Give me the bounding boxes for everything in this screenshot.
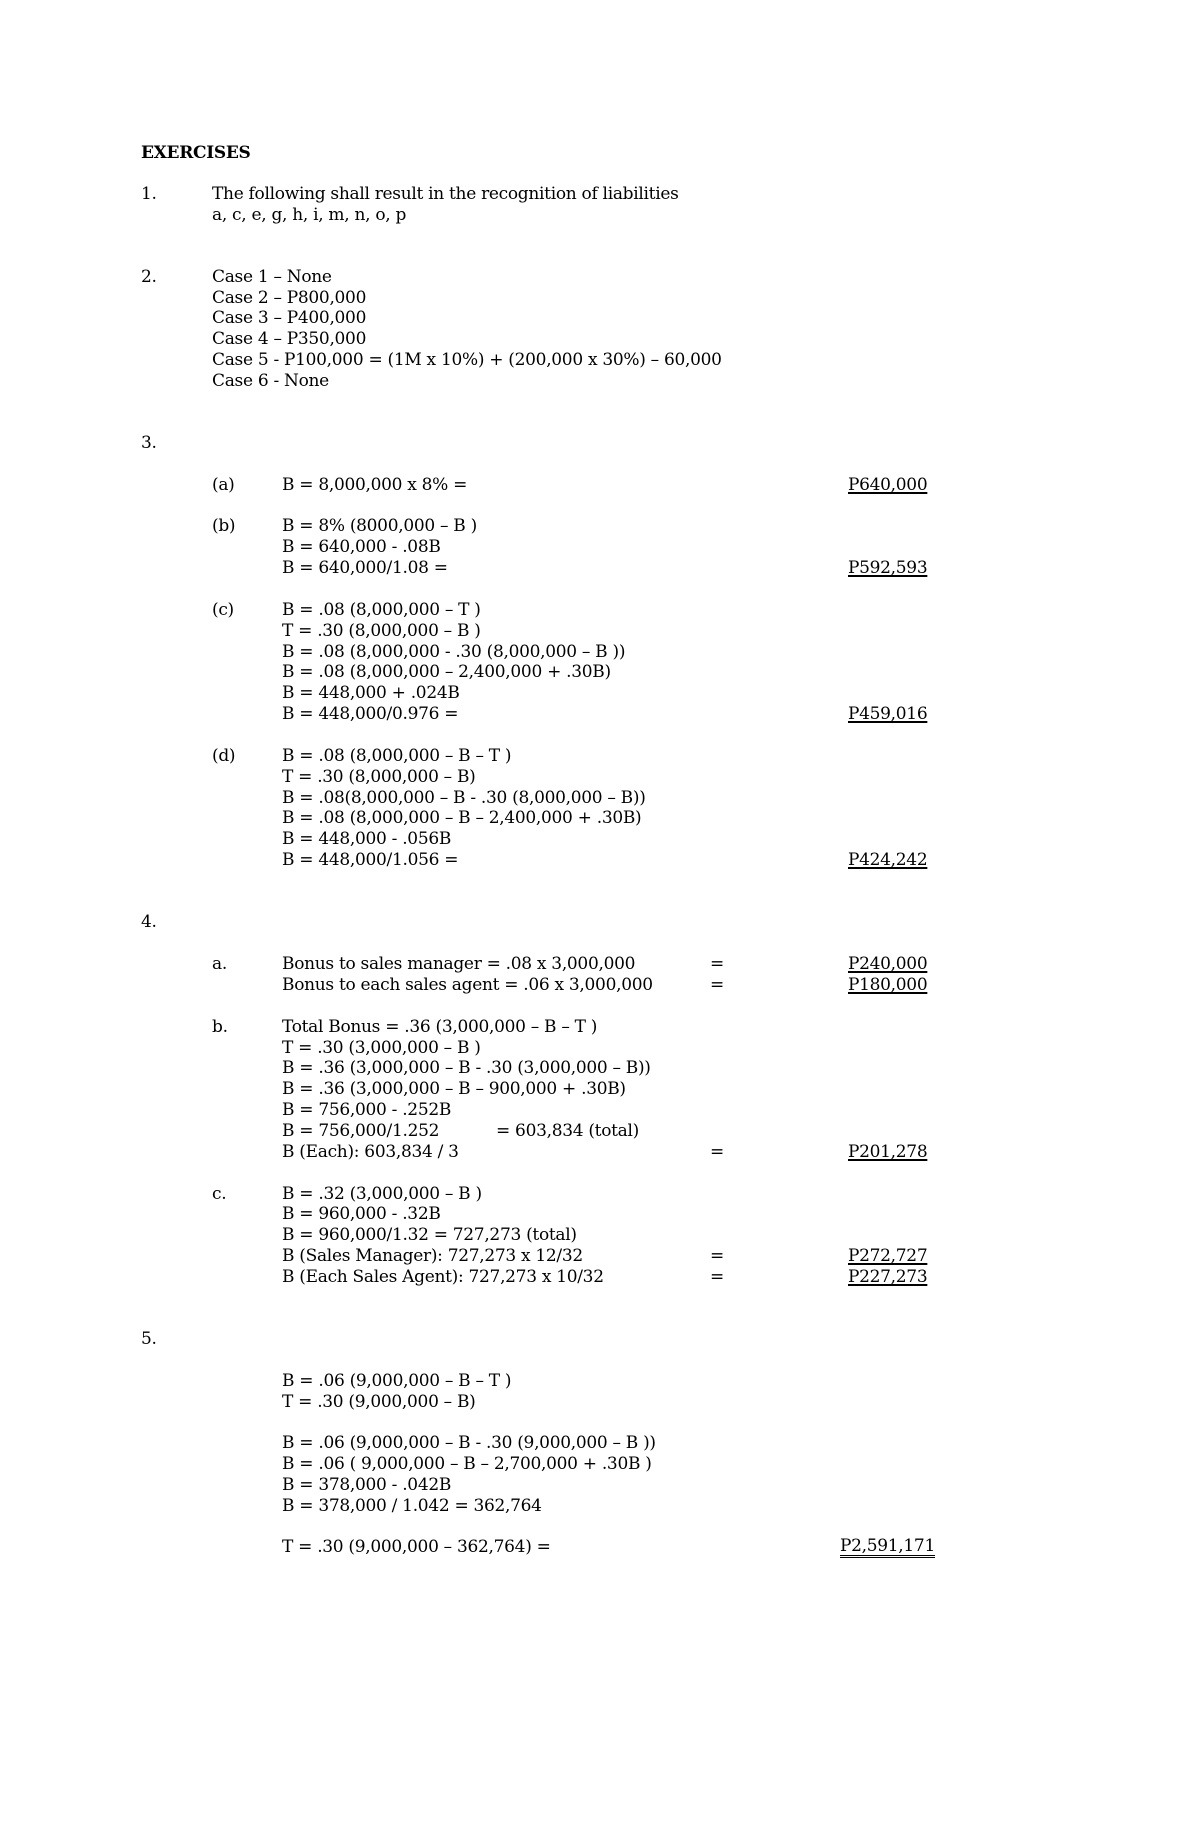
exercise-3b-label: (b) [212,516,236,536]
exercise-3b-answer: P592,593 [848,558,928,578]
exercise-4c-answer: P227,273 [848,1267,928,1287]
exercise-4a-label: a. [212,954,227,974]
exercise-4c-line: B (Each Sales Agent): 727,273 x 10/32 [282,1267,604,1287]
exercise-5-line: B = .06 ( 9,000,000 – B – 2,700,000 + .30B ) [282,1454,652,1474]
exercise-3b-line: B = 640,000/1.08 = [282,558,448,578]
exercise-3d-line: B = .08 (8,000,000 – B – T ) [282,746,512,766]
exercise-4c-line: B (Sales Manager): 727,273 x 12/32 [282,1246,583,1266]
exercise-4b-label: b. [212,1017,228,1037]
exercise-3d-line: B = 448,000 - .056B [282,829,452,849]
exercise-4b-total: = 603,834 (total) [496,1121,639,1141]
exercise-4a-line: Bonus to sales manager = .08 x 3,000,000 [282,954,636,974]
exercise-4b-line: B = 756,000/1.252 [282,1121,440,1141]
exercise-4b-line: B (Each): 603,834 / 3 [282,1142,459,1162]
exercise-5-line: B = 378,000 - .042B [282,1475,452,1495]
exercise-3d-line: T = .30 (8,000,000 – B) [282,767,476,787]
exercise-4b-line: B = .36 (3,000,000 – B – 900,000 + .30B) [282,1079,626,1099]
exercise-3c-label: (c) [212,600,234,620]
exercise-3b-line: B = 640,000 - .08B [282,537,441,557]
exercise-4c-answer: P272,727 [848,1246,928,1266]
exercise-2-case: Case 3 – P400,000 [212,308,367,328]
exercise-2-case: Case 2 – P800,000 [212,288,367,308]
exercise-2-case: Case 1 – None [212,267,332,287]
exercise-3b-line: B = 8% (8000,000 – B ) [282,516,477,536]
exercise-4-number: 4. [141,912,157,932]
exercise-3d-label: (d) [212,746,236,766]
exercise-1-text: The following shall result in the recognition of liabilities [212,184,679,204]
exercise-5-line: B = .06 (9,000,000 – B - .30 (9,000,000 – B )) [282,1433,656,1453]
exercise-1-answer: a, c, e, g, h, i, m, n, o, p [212,205,407,225]
exercise-5-answer: P2,591,171 [840,1536,935,1556]
exercise-4c-line: B = 960,000 - .32B [282,1204,441,1224]
exercise-3c-line: B = .08 (8,000,000 – T ) [282,600,481,620]
exercise-4b-line: B = .36 (3,000,000 – B - .30 (3,000,000 – B)) [282,1058,651,1078]
equals-sign: = [710,1142,724,1162]
exercise-3d-line: B = .08(8,000,000 – B - .30 (8,000,000 – B)) [282,788,646,808]
exercise-5-final-line: T = .30 (9,000,000 – 362,764) = [282,1537,551,1557]
exercise-4a-answer: P240,000 [848,954,928,974]
exercise-4b-line: B = 756,000 - .252B [282,1100,452,1120]
exercise-4b-line: T = .30 (3,000,000 – B ) [282,1038,481,1058]
equals-sign: = [710,975,724,995]
exercise-2-case: Case 6 - None [212,371,329,391]
exercise-2-case: Case 5 - P100,000 = (1M x 10%) + (200,000 x 30%) – 60,000 [212,350,722,370]
exercise-3c-line: B = 448,000 + .024B [282,683,460,703]
exercise-3c-answer: P459,016 [848,704,928,724]
exercise-2-case: Case 4 – P350,000 [212,329,367,349]
exercise-1-number: 1. [141,184,157,204]
exercise-3d-line: B = .08 (8,000,000 – B – 2,400,000 + .30B) [282,808,642,828]
equals-sign: = [710,1267,724,1287]
exercise-3a-answer: P640,000 [848,475,928,495]
equals-sign: = [710,954,724,974]
exercise-4c-line: B = 960,000/1.32 = 727,273 (total) [282,1225,577,1245]
exercise-4c-label: c. [212,1184,227,1204]
exercise-2-number: 2. [141,267,157,287]
exercise-5-line: B = .06 (9,000,000 – B – T ) [282,1371,512,1391]
exercise-3d-line: B = 448,000/1.056 = [282,850,459,870]
page-title: EXERCISES [141,143,251,163]
exercise-3a-label: (a) [212,475,235,495]
exercise-4b-answer: P201,278 [848,1142,928,1162]
exercise-3a-line: B = 8,000,000 x 8% = [282,475,468,495]
exercise-3c-line: B = 448,000/0.976 = [282,704,459,724]
exercise-5-number: 5. [141,1329,157,1349]
exercise-3c-line: B = .08 (8,000,000 – 2,400,000 + .30B) [282,662,611,682]
exercise-5-line: B = 378,000 / 1.042 = 362,764 [282,1496,542,1516]
exercise-3-number: 3. [141,433,157,453]
equals-sign: = [710,1246,724,1266]
exercise-5-line: T = .30 (9,000,000 – B) [282,1392,476,1412]
exercise-3c-line: T = .30 (8,000,000 – B ) [282,621,481,641]
exercise-4a-line: Bonus to each sales agent = .06 x 3,000,000 [282,975,653,995]
exercise-3d-answer: P424,242 [848,850,928,870]
exercise-3c-line: B = .08 (8,000,000 - .30 (8,000,000 – B )) [282,642,626,662]
exercise-4a-answer: P180,000 [848,975,928,995]
exercise-4b-line: Total Bonus = .36 (3,000,000 – B – T ) [282,1017,598,1037]
exercise-4c-line: B = .32 (3,000,000 – B ) [282,1184,482,1204]
